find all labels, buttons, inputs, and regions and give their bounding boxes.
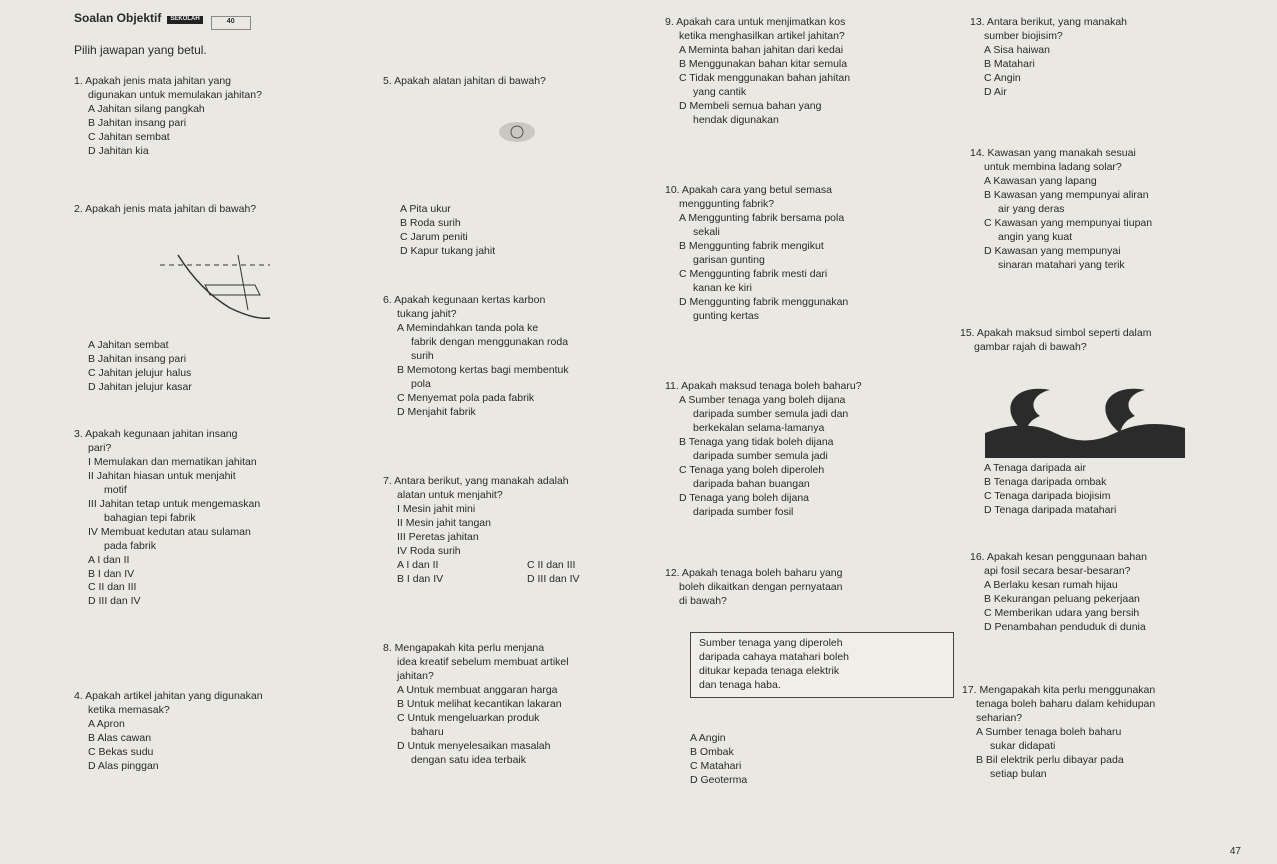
option-12d[interactable]: D Geoterma [690,773,748,786]
option-2a[interactable]: A Jahitan sembat [88,339,169,351]
option-10a[interactable]: A Menggunting fabrik bersama pola [679,211,845,224]
option-17a[interactable]: A Sumber tenaga boleh baharu [976,725,1122,738]
option-4c[interactable]: C Bekas sudu [88,745,154,758]
question-13: 13. Antara berikut, yang manakah sumber biojisim? A Sisa haiwan B Matahari C Angin D Air [970,16,1270,100]
question-1: 1. Apakah jenis mata jahitan yang digunakan untuk memulakan jahitan? A Jahitan silang pangkah B Jahitan insang pari C Jahitan sembat D Jahitan kia [74,75,364,159]
option-4b[interactable]: B Alas cawan [88,731,152,744]
option-1d[interactable]: D Jahitan kia [88,144,149,157]
question-12-options [676,732,876,788]
option-15d[interactable]: D Tenaga daripada matahari [984,503,1117,516]
option-12c[interactable]: C Matahari [690,759,742,772]
option-12a[interactable]: A Angin [690,732,726,744]
option-13a[interactable]: A Sisa haiwan [984,43,1050,56]
question-3: 3. Apakah kegunaan jahitan insang pari? I Memulakan dan mematikan jahitan II Jahitan hiasan untuk menjahit motif III Jahitan tetap untuk mengemaskan bahagian tepi fabrik IV Membuat kedutan atau sulaman pada fabrik A I dan II B I dan IV C II dan III D III dan IV [74,428,364,609]
option-4a[interactable]: A Apron [88,717,125,730]
option-15b[interactable]: B Tenaga daripada ombak [984,475,1107,488]
option-15a[interactable]: A Tenaga daripada air [984,462,1086,474]
option-15c[interactable]: C Tenaga daripada biojisim [984,489,1111,502]
question-15: 15. Apakah maksud simbol seperti dalam gambar rajah di bawah? [960,327,1152,353]
option-1c[interactable]: C Jahitan sembat [88,130,170,143]
instruction: Pilih jawapan yang betul. [74,43,207,57]
question-12: 12. Apakah tenaga boleh baharu yang boleh dikaitkan dengan pernyataan di bawah? [665,567,843,607]
option-8d[interactable]: D Untuk menyelesaikan masalah [397,739,551,752]
stitch-diagram [160,250,280,330]
option-8c[interactable]: C Untuk mengeluarkan produk [397,711,540,724]
option-11c[interactable]: C Tenaga yang boleh diperoleh [679,463,825,476]
option-16c[interactable]: C Memberikan udara yang bersih [984,606,1140,619]
option-11a[interactable]: A Sumber tenaga yang boleh dijana [679,393,846,406]
option-10b[interactable]: B Menggunting fabrik mengikut [679,239,824,252]
option-16d[interactable]: D Penambahan penduduk di dunia [984,620,1146,633]
option-13b[interactable]: B Matahari [984,57,1035,70]
score-box: 40 [211,16,251,30]
option-17b[interactable]: B Bil elektrik perlu dibayar pada [976,753,1124,766]
option-9a[interactable]: A Meminta bahan jahitan dari kedai [679,43,844,56]
question-4: 4. Apakah artikel jahitan yang digunakan ketika memasak? A Apron B Alas cawan C Bekas sudu D Alas pinggan [74,690,374,774]
option-3b[interactable]: B I dan IV [88,567,135,580]
option-8b[interactable]: B Untuk melihat kecantikan lakaran [397,697,562,710]
option-7b[interactable]: B I dan IV [397,572,444,585]
option-4d[interactable]: D Alas pinggan [88,759,159,772]
page-title: Soalan Objektif SEKOLAH 40 [74,11,251,30]
option-1a[interactable]: A Jahitan silang pangkah [88,102,205,115]
option-10d[interactable]: D Menggunting fabrik menggunakan [679,295,849,308]
option-2d[interactable]: D Jahitan jelujur kasar [88,380,192,393]
option-5a[interactable]: A Pita ukur [400,203,451,215]
option-2c[interactable]: C Jahitan jelujur halus [88,366,192,379]
option-6b[interactable]: B Memotong kertas bagi membentuk [397,363,569,376]
option-5c[interactable]: C Jarum peniti [400,230,468,243]
question-10: 10. Apakah cara yang betul semasa menggunting fabrik? A Menggunting fabrik bersama pola sekali B Menggunting fabrik mengikut garisan gunting C Menggunting fabrik mesti dari kanan ke kiri D Menggunting fabrik menggunakan gunting kertas [665,184,955,324]
option-9c[interactable]: C Tidak menggunakan bahan jahitan [679,71,851,84]
option-14b[interactable]: B Kawasan yang mempunyai aliran [984,188,1149,201]
school-badge: SEKOLAH [167,16,202,24]
option-2b[interactable]: B Jahitan insang pari [88,352,187,365]
option-14c[interactable]: C Kawasan yang mempunyai tiupan [984,216,1153,229]
question-17: 17. Mengapakah kita perlu menggunakan tenaga boleh baharu dalam kehidupan seharian? A Sumber tenaga boleh baharu sukar didapati B Bil elektrik perlu dibayar pada setiap bulan [962,684,1272,782]
question-8: 8. Mengapakah kita perlu menjana idea kreatif sebelum membuat artikel jahitan? A Untuk membuat anggaran harga B Untuk melihat kecantikan lakaran C Untuk mengeluarkan produk baharu D Untuk menyelesaikan masalah dengan satu idea terbaik [383,642,663,768]
option-16a[interactable]: A Berlaku kesan rumah hijau [984,578,1118,591]
statement-box: Sumber tenaga yang diperoleh daripada cahaya matahari boleh ditukar kepada tenaga elektrik dan tenaga haba. [690,632,954,698]
option-12b[interactable]: B Ombak [690,745,734,758]
option-10c[interactable]: C Menggunting fabrik mesti dari [679,267,828,280]
question-2: 2. Apakah jenis mata jahitan di bawah? [74,203,257,215]
option-6c[interactable]: C Menyemat pola pada fabrik [397,391,535,404]
option-16b[interactable]: B Kekurangan peluang pekerjaan [984,592,1140,605]
option-7d[interactable]: D III dan IV [527,572,580,585]
question-7: 7. Antara berikut, yang manakah adalah alatan untuk menjahit? I Mesin jahit mini II Mesin jahit tangan III Peretas jahitan IV Roda surih A I dan II C II dan III B I dan IV D III dan IV [383,475,580,585]
question-2-options [74,339,364,395]
question-14: 14. Kawasan yang manakah sesuai untuk membina ladang solar? A Kawasan yang lapang B Kawasan yang mempunyai aliran air yang deras C Kawasan yang mempunyai tiupan angin yang kuat D Kawasan yang mempunyai sinaran matahari yang terik [970,147,1270,273]
question-6: 6. Apakah kegunaan kertas karbon tukang jahit? A Memindahkan tanda pola ke fabrik dengan menggunakan roda surih B Memotong kertas bagi membentuk pola C Menyemat pola pada fabrik D Menjahit fabrik [383,294,663,420]
option-7c[interactable]: C II dan III [527,558,576,571]
option-5b[interactable]: B Roda surih [400,216,461,229]
question-16: 16. Apakah kesan penggunaan bahan api fosil secara besar-besaran? A Berlaku kesan rumah hijau B Kekurangan peluang pekerjaan C Memberikan udara yang bersih D Penambahan penduduk di dunia [970,551,1270,635]
option-3d[interactable]: D III dan IV [88,595,141,608]
page-number: 47 [1229,845,1241,857]
option-3a[interactable]: A I dan II [88,553,130,566]
option-14d[interactable]: D Kawasan yang mempunyai [984,244,1121,257]
option-3c[interactable]: C II dan III [88,581,137,594]
option-8a[interactable]: A Untuk membuat anggaran harga [397,683,558,696]
question-11: 11. Apakah maksud tenaga boleh baharu? A Sumber tenaga yang boleh dijana daripada sumber semula jadi dan berkekalan selama-lamanya B Tenaga yang tidak boleh dijana daripada sumber semula jadi C Tenaga yang boleh diperoleh daripada bahan buangan D Tenaga yang boleh dijana daripada sumber fosil [665,380,955,520]
question-5-options [400,203,660,259]
option-14a[interactable]: A Kawasan yang lapang [984,174,1097,187]
tracing-wheel-image [495,118,539,146]
question-5: 5. Apakah alatan jahitan di bawah? [383,75,546,87]
option-6a[interactable]: A Memindahkan tanda pola ke [397,321,539,334]
option-5d[interactable]: D Kapur tukang jahit [400,244,496,257]
option-11b[interactable]: B Tenaga yang tidak boleh dijana [679,435,834,448]
option-13d[interactable]: D Air [984,85,1007,98]
option-13c[interactable]: C Angin [984,71,1021,84]
option-7a[interactable]: A I dan II [397,558,439,571]
option-9b[interactable]: B Menggunakan bahan kitar semula [679,57,848,70]
question-9: 9. Apakah cara untuk menjimatkan kos ketika menghasilkan artikel jahitan? A Meminta bahan jahitan dari kedai B Menggunakan bahan kitar semula C Tidak menggunakan bahan jahitan yang cantik D Membeli semua bahan yang hendak digunakan [665,16,955,128]
option-11d[interactable]: D Tenaga yang boleh dijana [679,491,809,504]
wave-symbol-icon [985,378,1205,458]
option-1b[interactable]: B Jahitan insang pari [88,116,187,129]
option-6d[interactable]: D Menjahit fabrik [397,405,476,418]
option-9d[interactable]: D Membeli semua bahan yang [679,99,822,112]
question-15-options [970,462,1270,518]
